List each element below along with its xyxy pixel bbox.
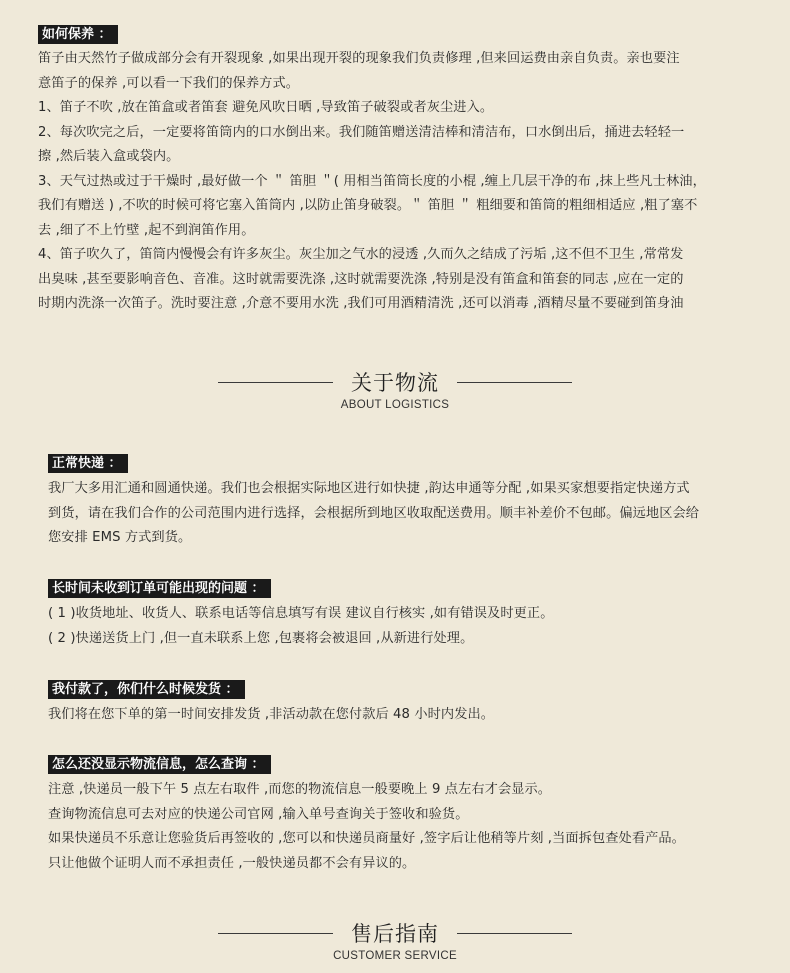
when-ship-label: 我付款了，你们什么时候发货 ：: [48, 680, 245, 699]
care-line: 意笛子的保养 ,可以看一下我们的保养方式。: [38, 75, 300, 91]
care-line: 笛子由天然竹子做成部分会有开裂现象 ,如果出现开裂的现象我们负责修理 ,但来回运费由亲自负责。亲也要注: [38, 51, 680, 66]
normal-express-line: 您安排 EMS 方式到货。: [48, 530, 192, 545]
care-line: 时期内洗涤一次笛子。洗时要注意 ,介意不要用水洗 ,我们可用酒精清洗 ,还可以消毒 ,酒精尽量不要碰到笛身油: [38, 296, 684, 311]
when-ship-section: [48, 678, 773, 728]
care-line: 出臭味 ,甚至要影响音色、音准。这时就需要洗涤 ,这时就需要洗涤 ,特别是没有笛盒和笛套的同志 ,应在一定的: [38, 271, 684, 287]
no-tracking-line: 查询物流信息可去对应的快递公司官网 ,输入单号查询关于签收和验货。: [48, 806, 469, 822]
no-tracking-section: [48, 753, 773, 876]
care-line: 擦 ,然后装入盒或袋内。: [38, 149, 180, 164]
care-line: 4、笛子吹久了，笛筒内慢慢会有许多灰尘。灰尘加之气水的浸透 ,久而久之结成了污垢 ,这不但不卫生 ,常常发: [38, 247, 684, 262]
normal-express-section: [48, 452, 773, 551]
no-tracking-line: 注意 ,快递员一般下午 5 点左右取件 ,而您的物流信息一般要晚上 9 点左右才会显示。: [48, 782, 552, 797]
when-ship-line: 我们将在您下单的第一时间安排发货 ,非活动款在您付款后 48 小时内发出。: [48, 707, 495, 722]
logistics-header: [0, 367, 790, 411]
care-text: [38, 47, 766, 317]
care-line: 我们有赠送 ) ,不吹的时候可将它塞入笛筒内 ,以防止笛身破裂。＂ 笛胆 ＂ 粗细要和笛筒的粗细相适应 ,粗了塞不: [38, 198, 698, 213]
care-label: 如何保养 ：: [38, 25, 118, 44]
care-line: 2、每次吹完之后，一定要将笛筒内的口水倒出来。我们随笛赠送清洁棒和清洁布，口水倒出后，捅进去轻轻一: [38, 124, 685, 140]
no-tracking-label: 怎么还没显示物流信息，怎么查询 ：: [48, 755, 271, 774]
title-divider-right: [457, 382, 572, 383]
not-received-line: ( 1 )收货地址、收货人、联系电话等信息填写有误 建议自行核实 ,如有错误及时更正。: [48, 606, 554, 621]
not-received-line: ( 2 )快递送货上门 ,但一直未联系上您 ,包裹将会被退回 ,从新进行处理。: [48, 630, 474, 646]
normal-express-line: 我厂大多用汇通和圆通快递。我们也会根据实际地区进行如快捷 ,韵达申通等分配 ,如果买家想要指定快递方式: [48, 481, 690, 496]
normal-express-line: 到货，请在我们合作的公司范围内进行选择，会根据所到地区收取配送费用。顺丰补差价不包邮。偏远地区会给: [48, 505, 700, 521]
logistics-title: 关于物流: [351, 371, 439, 395]
service-title: 售后指南: [351, 922, 439, 946]
no-tracking-line: 只让他做个证明人而不承担责任 ,一般快递员都不会有异议的。: [48, 855, 416, 871]
service-header: [0, 918, 790, 962]
care-line: 去 ,细了不上竹壁 ,起不到润笛作用。: [38, 222, 255, 238]
title-divider-left: [218, 382, 333, 383]
title-divider-right: [457, 933, 572, 934]
title-divider-left: [218, 933, 333, 934]
not-received-label: 长时间未收到订单可能出现的问题 ：: [48, 579, 271, 598]
care-section: [38, 23, 766, 317]
logistics-subtitle: ABOUT LOGISTICS: [340, 399, 450, 411]
service-subtitle: CUSTOMER SERVICE: [333, 950, 457, 962]
no-tracking-line: 如果快递员不乐意让您验货后再签收的 ,您可以和快递员商量好 ,签字后让他稍等片刻 ,当面拆包查处看产品。: [48, 831, 685, 846]
care-line: 3、天气过热或过于干燥时 ,最好做一个 ＂ 笛胆 ＂( 用相当笛筒长度的小棍 ,缠上几层干净的布 ,抹上些凡士林油，: [38, 173, 706, 189]
care-line: 1、笛子不吹 ,放在笛盒或者笛套 避免风吹日晒 ,导致笛子破裂或者灰尘进入。: [38, 100, 494, 115]
normal-express-label: 正常快递 ：: [48, 454, 128, 473]
not-received-section: [48, 577, 773, 651]
